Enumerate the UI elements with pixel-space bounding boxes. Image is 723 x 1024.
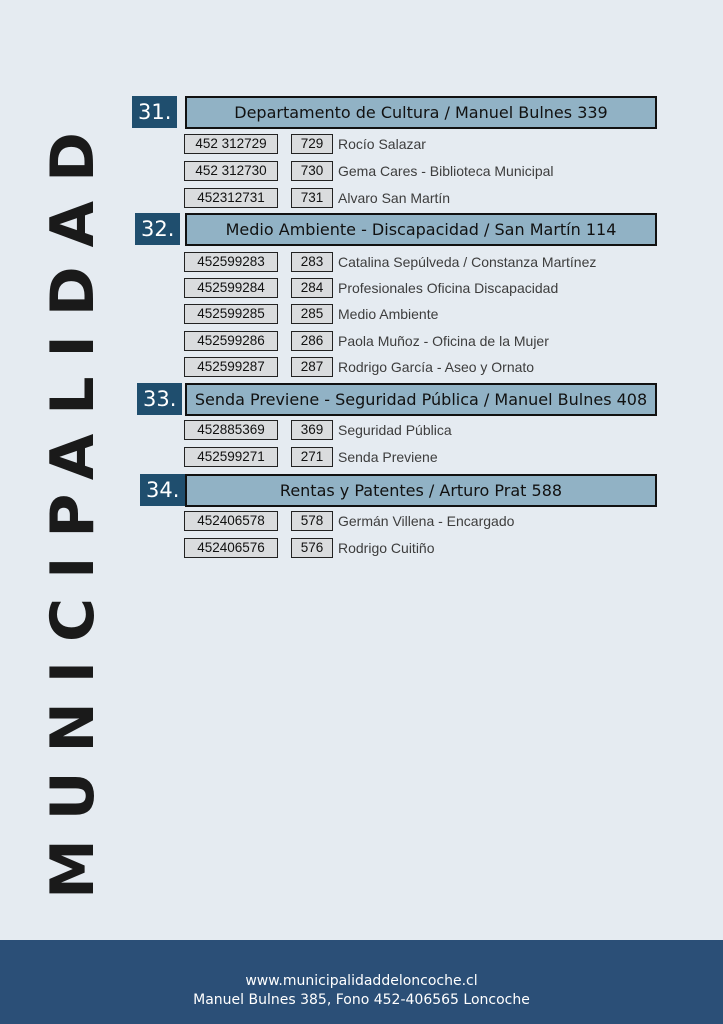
- contact-name: Rocío Salazar: [338, 136, 426, 152]
- contact-name: Catalina Sepúlveda / Constanza Martínez: [338, 254, 597, 270]
- section-header: Departamento de Cultura / Manuel Bulnes 339: [185, 96, 657, 129]
- extension: 730: [291, 161, 333, 181]
- section-number: 33.: [137, 383, 182, 415]
- phone-number: 452 312730: [184, 161, 278, 181]
- extension: 578: [291, 511, 333, 531]
- contact-name: Alvaro San Martín: [338, 190, 451, 206]
- footer: [0, 940, 723, 1024]
- extension: 284: [291, 278, 333, 298]
- extension: 729: [291, 134, 333, 154]
- contact-name: Gema Cares - Biblioteca Municipal: [338, 163, 554, 179]
- phone-number: 452885369: [184, 420, 278, 440]
- website-link[interactable]: www.municipalidaddeloncoche.cl: [245, 973, 478, 989]
- extension: 287: [291, 357, 333, 377]
- phone-number: 452599283: [184, 252, 278, 272]
- contact-name: Seguridad Pública: [338, 422, 452, 438]
- section-header: Rentas y Patentes / Arturo Prat 588: [185, 474, 657, 507]
- phone-number: 452406576: [184, 538, 278, 558]
- extension: 576: [291, 538, 333, 558]
- contact-name: Medio Ambiente: [338, 306, 439, 322]
- contact-name: Senda Previene: [338, 449, 438, 465]
- contact-name: Rodrigo García - Aseo y Ornato: [338, 359, 535, 375]
- extension: 286: [291, 331, 333, 351]
- phone-number: 452599284: [184, 278, 278, 298]
- extension: 283: [291, 252, 333, 272]
- contact-name: Profesionales Oficina Discapacidad: [338, 280, 559, 296]
- extension: 271: [291, 447, 333, 467]
- contact-name: Germán Villena - Encargado: [338, 513, 515, 529]
- phone-number: 452 312729: [184, 134, 278, 154]
- contact-name: Paola Muñoz - Oficina de la Mujer: [338, 333, 549, 349]
- extension: 731: [291, 188, 333, 208]
- extension: 285: [291, 304, 333, 324]
- section-header: Medio Ambiente - Discapacidad / San Martín 114: [185, 213, 657, 246]
- extension: 369: [291, 420, 333, 440]
- phone-number: 452406578: [184, 511, 278, 531]
- phone-number: 452312731: [184, 188, 278, 208]
- phone-number: 452599285: [184, 304, 278, 324]
- vertical-title: [38, 113, 109, 899]
- section-header: Senda Previene - Seguridad Pública / Manuel Bulnes 408: [185, 383, 657, 416]
- section-number: 34.: [140, 474, 185, 506]
- phone-number: 452599287: [184, 357, 278, 377]
- footer-address: Manuel Bulnes 385, Fono 452-406565 Loncoche: [193, 992, 530, 1008]
- phone-number: 452599286: [184, 331, 278, 351]
- phone-number: 452599271: [184, 447, 278, 467]
- vertical-title-text: MUNICIPALIDAD: [38, 113, 109, 899]
- section-number: 32.: [135, 213, 180, 245]
- contact-name: Rodrigo Cuitiño: [338, 540, 435, 556]
- section-number: 31.: [132, 96, 177, 128]
